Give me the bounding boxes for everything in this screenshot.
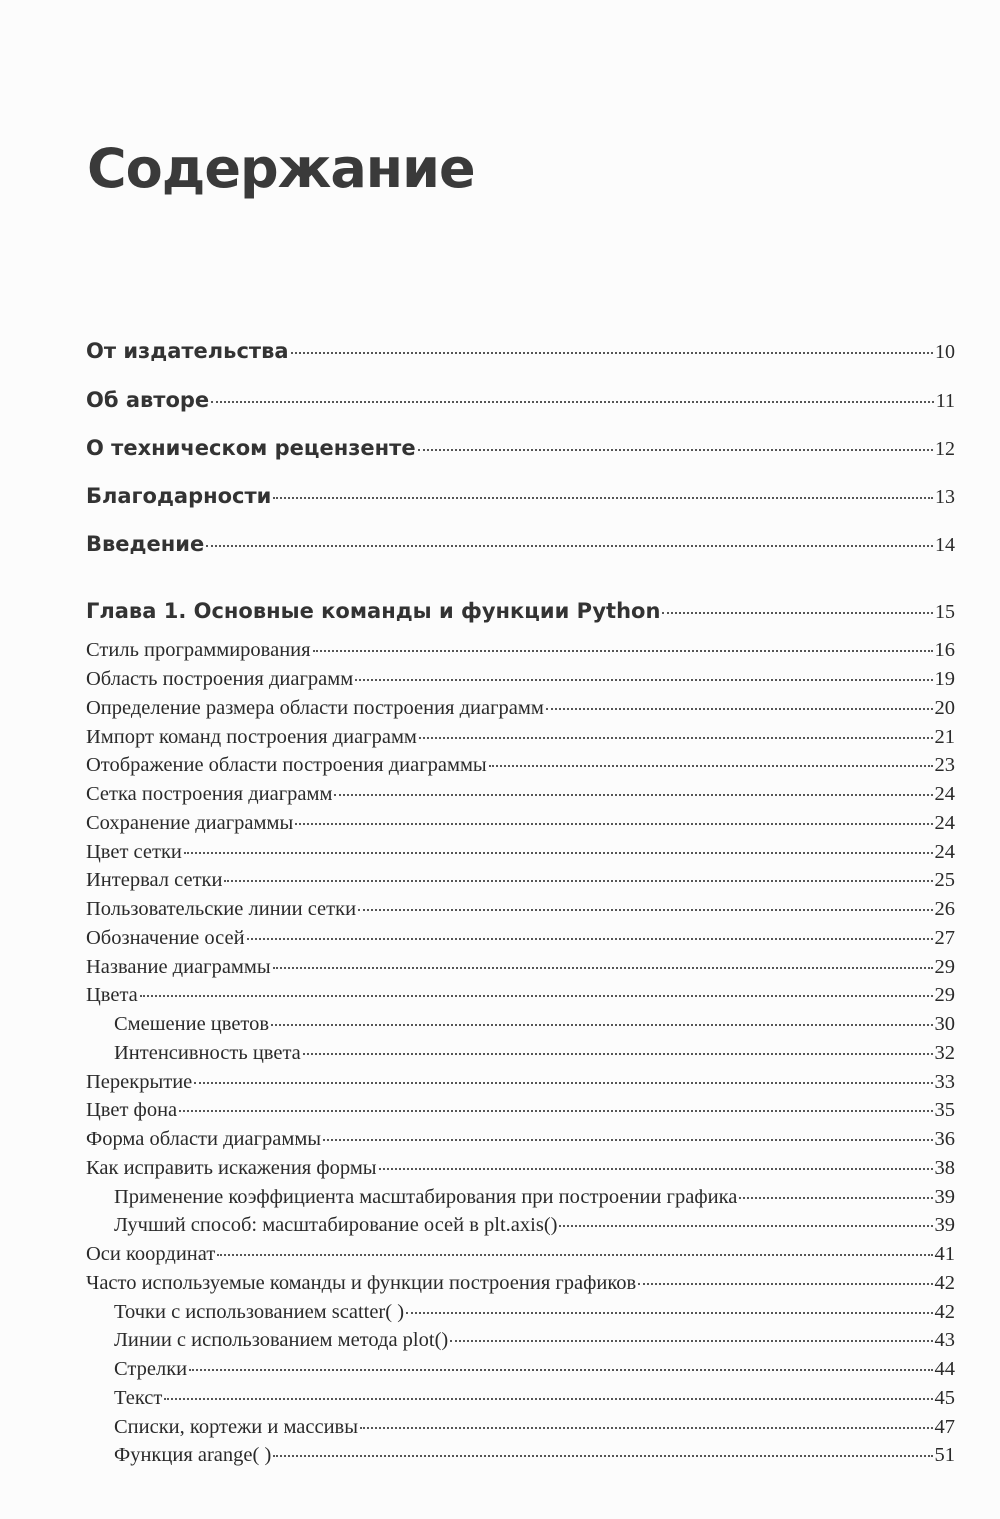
toc-subentry[interactable]	[86, 1214, 955, 1237]
dot-leader	[295, 823, 932, 825]
toc-entry-label: Об авторе	[86, 388, 210, 412]
dot-leader	[334, 794, 932, 796]
toc-entry[interactable]	[86, 754, 955, 777]
toc-entry[interactable]	[86, 927, 955, 950]
toc-entry[interactable]	[86, 984, 955, 1007]
toc-entry[interactable]	[86, 1128, 955, 1151]
dot-leader	[273, 967, 933, 969]
toc-entry[interactable]	[86, 1071, 955, 1094]
toc-entry-label: Интервал сетки	[86, 869, 223, 891]
dot-leader	[739, 1197, 932, 1199]
toc-entry-page: 27	[934, 927, 955, 949]
toc-entry-label: Цвет фона	[86, 1099, 178, 1121]
dot-leader	[206, 545, 933, 547]
dot-leader	[291, 352, 933, 354]
toc-entry-label: Название диаграммы	[86, 956, 271, 978]
toc-entry-page: 23	[934, 754, 955, 776]
toc-entry-page: 38	[934, 1157, 955, 1179]
toc-entry-page: 45	[934, 1387, 955, 1409]
toc-entry-page: 51	[934, 1444, 955, 1466]
toc-entry[interactable]	[86, 668, 955, 691]
dot-leader	[179, 1110, 932, 1112]
dot-leader	[189, 1369, 932, 1371]
toc-entry-label: О техническом рецензенте	[86, 436, 416, 460]
dot-leader	[418, 449, 933, 451]
toc-entry[interactable]	[86, 1272, 955, 1295]
toc-entry-page: 35	[934, 1099, 955, 1121]
toc-entry-label: Обозначение осей	[86, 927, 245, 949]
toc-entry[interactable]	[86, 898, 955, 921]
dot-leader	[358, 909, 932, 911]
toc-entry-label: Стиль программирования	[86, 639, 311, 661]
toc-entry[interactable]	[86, 388, 955, 413]
toc-entry-label: Линии с использованием метода plot()	[114, 1329, 449, 1351]
toc-entry-label: Цвета	[86, 984, 138, 1006]
toc-entry-page: 20	[934, 697, 955, 719]
toc-entry-page: 29	[934, 956, 955, 978]
toc-entry-label: Введение	[86, 532, 205, 556]
toc-entry[interactable]	[86, 869, 955, 892]
toc-subentry[interactable]	[86, 1444, 955, 1467]
toc-subentry[interactable]	[86, 1042, 955, 1065]
dot-leader	[211, 401, 934, 403]
toc-entry-page: 25	[934, 869, 955, 891]
toc-entry-label: Применение коэффициента масштабирования при построении графика	[114, 1186, 738, 1208]
toc-entry-label: Функция arange( )	[114, 1444, 272, 1466]
dot-leader	[224, 880, 932, 882]
toc-entry[interactable]	[86, 956, 955, 979]
toc-entry[interactable]	[86, 1243, 955, 1266]
toc-entry-label: Область построения диаграмм	[86, 668, 354, 690]
toc-entry[interactable]	[86, 812, 955, 835]
toc-entry[interactable]	[86, 436, 955, 461]
toc-entry-page: 32	[934, 1042, 955, 1064]
toc-entry-label: Стрелки	[114, 1358, 188, 1380]
toc-entry-page: 12	[935, 438, 955, 460]
dot-leader	[546, 708, 933, 710]
toc-subentry[interactable]	[86, 1186, 955, 1209]
toc-entry-page: 33	[934, 1071, 955, 1093]
toc-entry[interactable]	[86, 841, 955, 864]
page-title: Содержание	[87, 137, 475, 200]
toc-entry-page: 39	[934, 1186, 955, 1208]
toc-entry[interactable]	[86, 783, 955, 806]
toc-subentry[interactable]	[86, 1329, 955, 1352]
toc-entry-label: Импорт команд построения диаграмм	[86, 726, 417, 748]
toc-entry-page: 26	[934, 898, 955, 920]
toc-entry[interactable]	[86, 1157, 955, 1180]
toc-entry-page: 19	[934, 668, 955, 690]
toc-entry-label: Лучший способ: масштабирование осей в plt.axis()	[114, 1214, 558, 1236]
toc-entry-label: Как исправить искажения формы	[86, 1157, 377, 1179]
toc-entry-label: Цвет сетки	[86, 841, 182, 863]
dot-leader	[360, 1427, 932, 1429]
toc-entry-label: Сетка построения диаграмм	[86, 783, 333, 805]
toc-entry-page: 10	[935, 341, 955, 363]
dot-leader	[164, 1398, 932, 1400]
toc-entry-page: 30	[934, 1013, 955, 1035]
toc-entry-page: 29	[934, 984, 955, 1006]
dot-leader	[271, 1024, 932, 1026]
toc-entry-page: 21	[934, 726, 955, 748]
toc-entry-page: 42	[934, 1272, 955, 1294]
toc-entry[interactable]	[86, 484, 955, 509]
toc-entry-label: Смешение цветов	[114, 1013, 270, 1035]
toc-entry-page: 47	[934, 1416, 955, 1438]
dot-leader	[419, 737, 933, 739]
toc-entry-page: 43	[934, 1329, 955, 1351]
toc-entry-page: 11	[935, 390, 955, 412]
toc-chapter-entry[interactable]	[86, 599, 955, 624]
toc-entry-label: Глава 1. Основные команды и функции Python	[86, 599, 661, 623]
dot-leader	[379, 1168, 933, 1170]
toc-entry-page: 24	[934, 783, 955, 805]
toc-entry[interactable]	[86, 697, 955, 720]
toc-entry[interactable]	[86, 339, 955, 364]
dot-leader	[217, 1254, 932, 1256]
toc-entry-page: 44	[934, 1358, 955, 1380]
toc-subentry[interactable]	[86, 1358, 955, 1381]
dot-leader	[303, 1053, 933, 1055]
dot-leader	[194, 1082, 932, 1084]
toc-entry-page: 13	[935, 486, 955, 508]
dot-leader	[313, 650, 933, 652]
toc-entry-label: Благодарности	[86, 484, 272, 508]
toc-entry-page: 42	[934, 1301, 955, 1323]
dot-leader	[355, 679, 932, 681]
toc-entry-page: 24	[934, 812, 955, 834]
toc-entry-label: Точки с использованием scatter( )	[114, 1301, 405, 1323]
dot-leader	[638, 1283, 932, 1285]
dot-leader	[273, 497, 933, 499]
toc-entry-label: Интенсивность цвета	[114, 1042, 301, 1064]
dot-leader	[247, 938, 933, 940]
toc-entry-page: 16	[934, 639, 955, 661]
toc-entry-page: 15	[935, 601, 955, 623]
toc-entry-page: 39	[934, 1214, 955, 1236]
dot-leader	[559, 1225, 932, 1227]
dot-leader	[140, 995, 933, 997]
toc-entry-label: Сохранение диаграммы	[86, 812, 294, 834]
toc-entry[interactable]	[86, 532, 955, 557]
toc-entry-label: Форма области диаграммы	[86, 1128, 322, 1150]
toc-subentry[interactable]	[86, 1301, 955, 1324]
toc-entry-label: Текст	[114, 1387, 163, 1409]
dot-leader	[489, 765, 933, 767]
toc-entry-page: 24	[934, 841, 955, 863]
toc-entry[interactable]	[86, 1099, 955, 1122]
dot-leader	[273, 1455, 932, 1457]
toc-entry[interactable]	[86, 726, 955, 749]
toc-entry[interactable]	[86, 639, 955, 662]
toc-entry-page: 14	[935, 534, 955, 556]
toc-entry-label: Отображение области построения диаграммы	[86, 754, 487, 776]
toc-subentry[interactable]	[86, 1387, 955, 1410]
toc-entry-label: Определение размера области построения диаграмм	[86, 697, 544, 719]
toc-entry-label: Часто используемые команды и функции построения графиков	[86, 1272, 637, 1294]
toc-entry-label: От издательства	[86, 339, 289, 363]
dot-leader	[323, 1139, 932, 1141]
dot-leader	[406, 1312, 932, 1314]
toc-entry-page: 41	[934, 1243, 955, 1265]
toc-entry-label: Пользовательские линии сетки	[86, 898, 357, 920]
toc-subentry[interactable]	[86, 1013, 955, 1036]
toc-entry-label: Перекрытие	[86, 1071, 193, 1093]
dot-leader	[184, 852, 933, 854]
toc-entry-label: Оси координат	[86, 1243, 216, 1265]
toc-subentry[interactable]	[86, 1416, 955, 1439]
dot-leader	[662, 612, 933, 614]
toc-entry-label: Списки, кортежи и массивы	[114, 1416, 359, 1438]
dot-leader	[450, 1340, 932, 1342]
toc-entry-page: 36	[934, 1128, 955, 1150]
